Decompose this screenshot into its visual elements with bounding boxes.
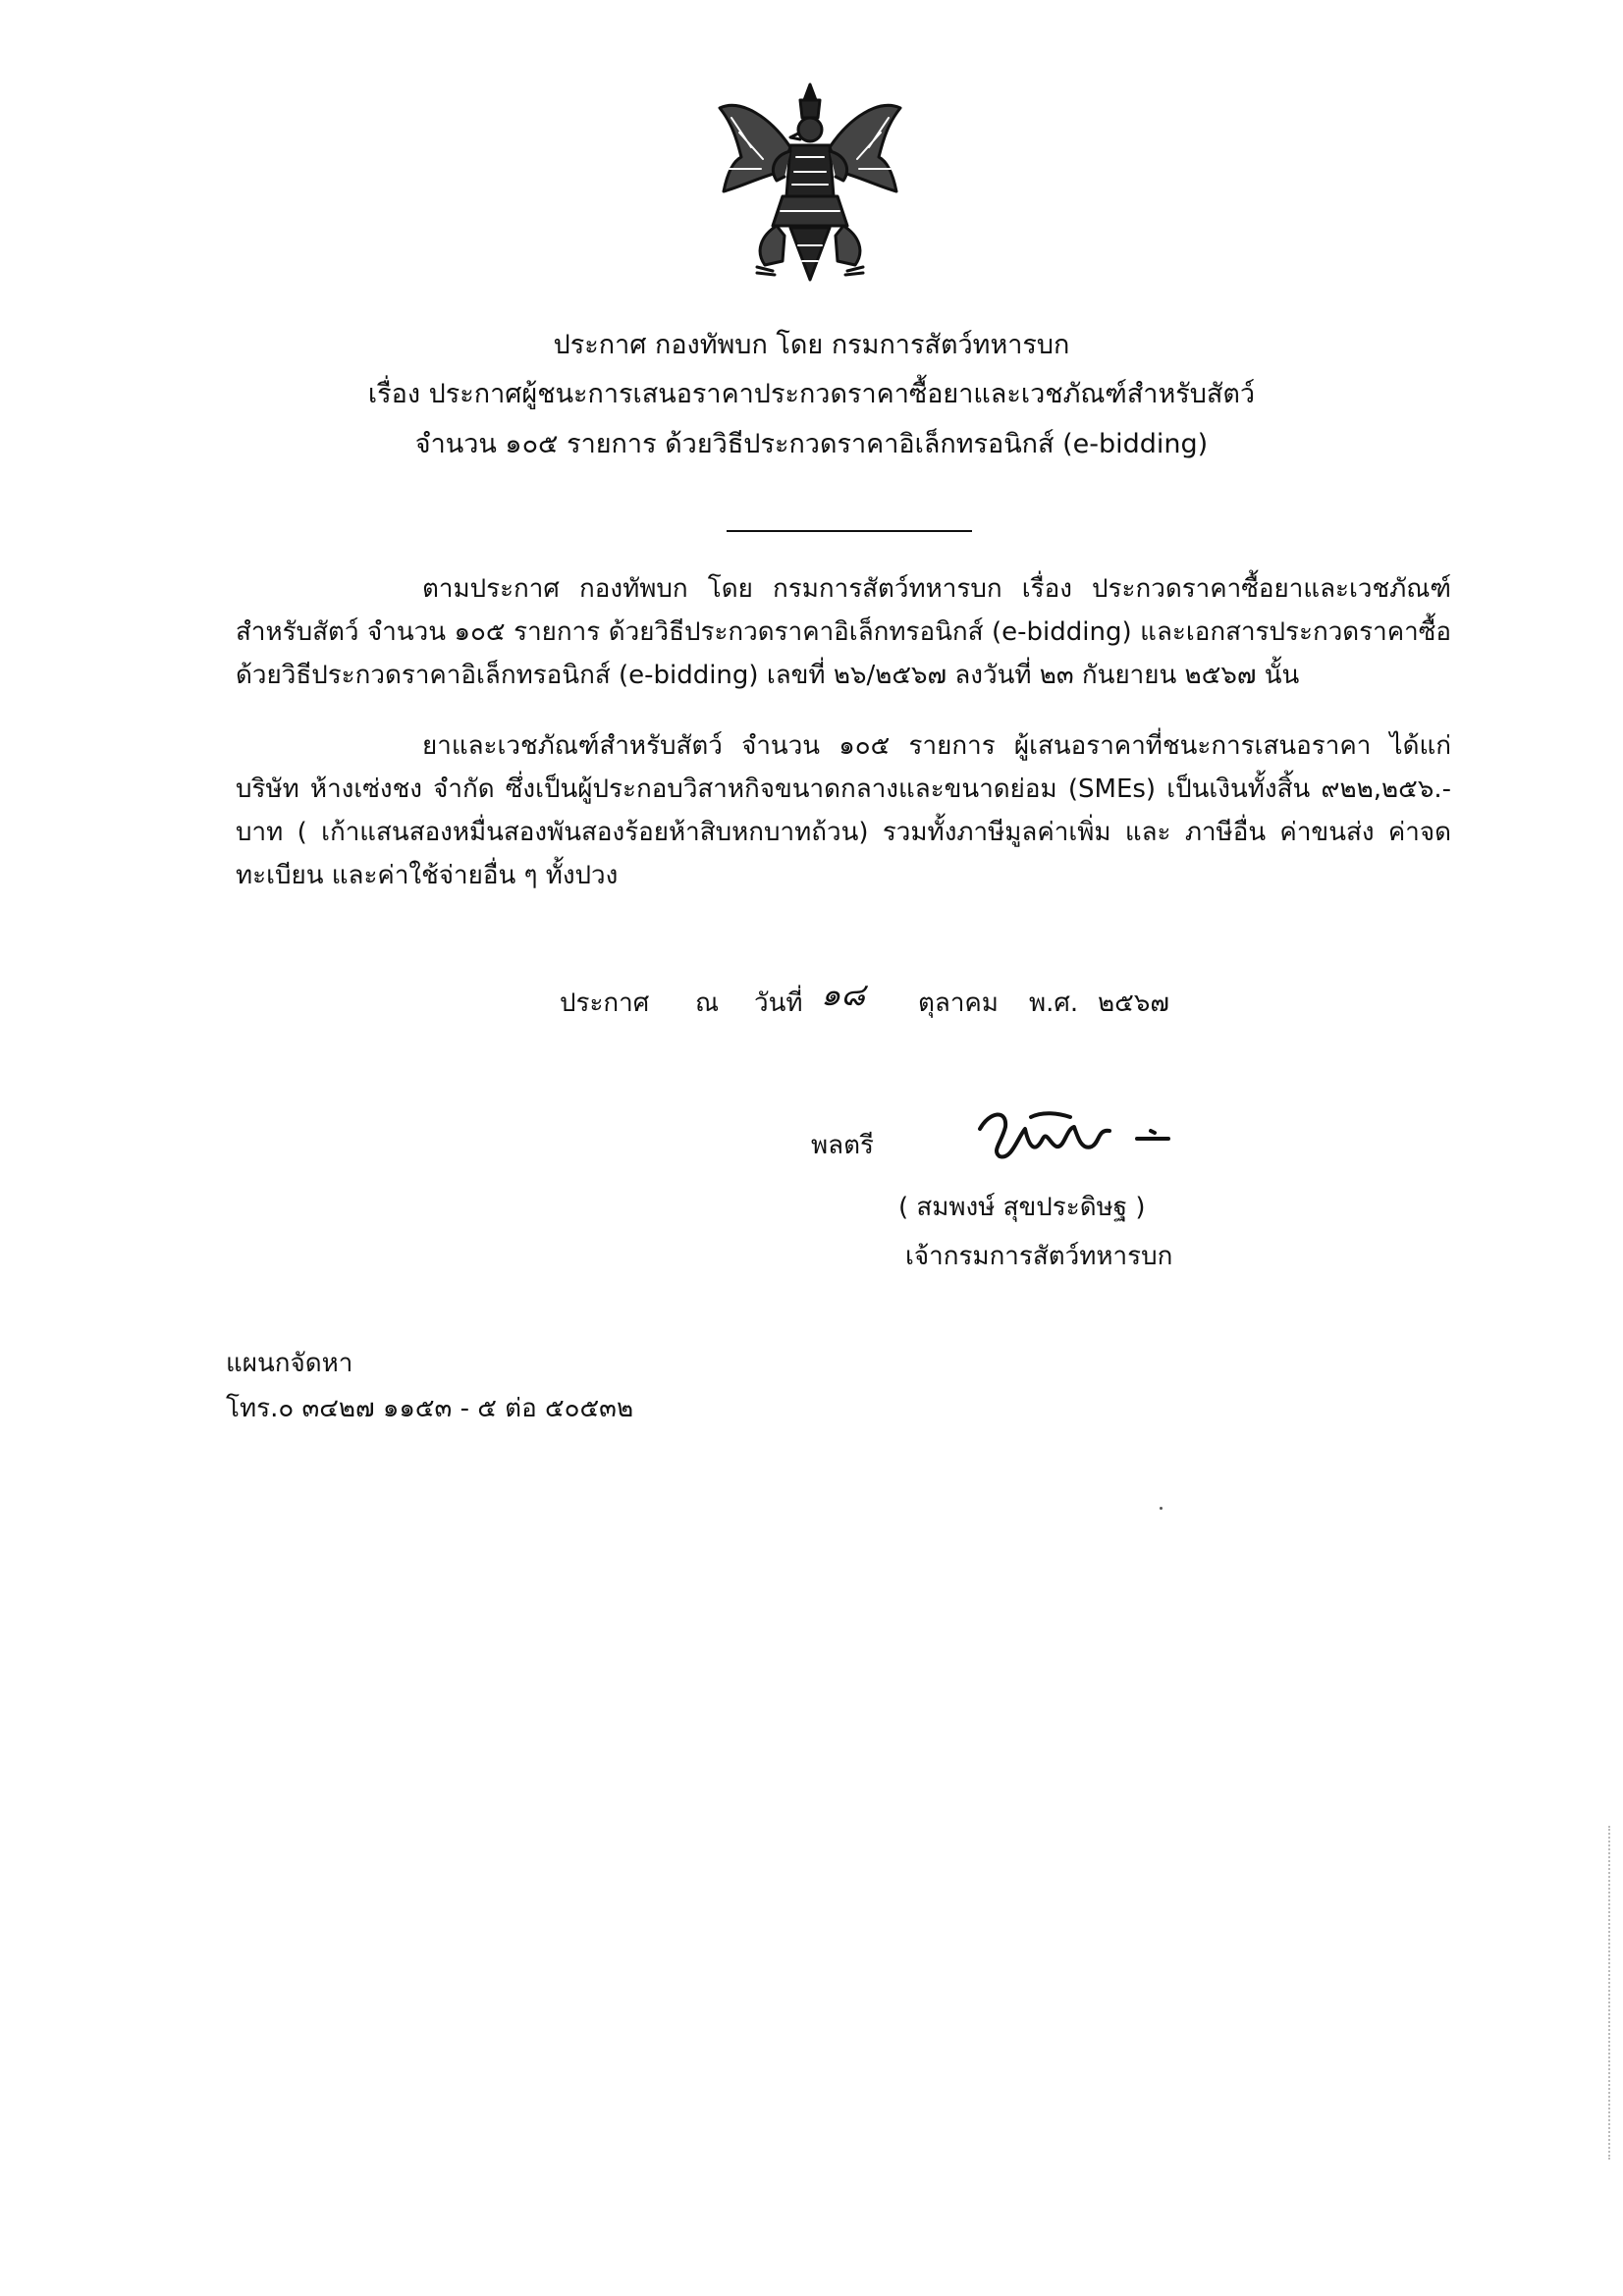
paragraph-1-text: ตามประกาศ กองทัพบก โดย กรมการสัตว์ทหารบก เรื่อง ประกวดราคาซื้อยาและเวชภัณฑ์สำหรับสัตว์ จำนวน ๑๐๕ รายการ ด้วยวิธีประกวดราคาอิเล็กทรอนิกส์ (e-bidding) และเอกสารประกวดราคาซื้อด้วยวิธีประกวดราคาอิเล็กทรอนิกส์ (e-bidding) เลขที่ ๒๖/๒๕๖๗ ลงวันที่ ๒๓ กันยายน ๒๕๖๗ นั้น xyxy=(236,574,1451,690)
body-paragraph-2 xyxy=(236,724,1451,897)
paragraph-2-text: ยาและเวชภัณฑ์สำหรับสัตว์ จำนวน ๑๐๕ รายการ ผู้เสนอราคาที่ชนะการเสนอราคา ได้แก่ บริษัท ห้างเซ่งชง จำกัด ซึ่งเป็นผู้ประกอบวิสาหกิจขนาดกลางและขนาดย่อม (SMEs) เป็นเงินทั้งสิ้น ๙๒๒,๒๕๖.- บาท ( เก้าแสนสองหมื่นสองพันสองร้อยห้าสิบหกบาทถ้วน) รวมทั้งภาษีมูลค่าเพิ่ม และ ภาษีอื่น ค่าขนส่ง ค่าจดทะเบียน และค่าใช้จ่ายอื่น ๆ ทั้งปวง xyxy=(236,731,1451,890)
office-name: แผนกจัดหา xyxy=(226,1349,353,1378)
announcement-title: ประกาศ กองทัพบก โดย กรมการสัตว์ทหารบก xyxy=(553,330,1070,360)
date-month: ตุลาคม xyxy=(918,988,999,1018)
scan-speck xyxy=(1160,1507,1163,1510)
date-era: พ.ศ. xyxy=(1029,988,1079,1018)
announcement-subject-cont: จำนวน ๑๐๕ รายการ ด้วยวิธีประกวดราคาอิเล็กทรอนิกส์ (e-bidding) xyxy=(414,429,1209,459)
signer-rank: พลตรี xyxy=(811,1131,874,1160)
date-prefix: ประกาศ xyxy=(560,988,650,1018)
office-phone: โทร.๐ ๓๔๒๗ ๑๑๕๓ - ๕ ต่อ ๕๐๕๓๒ xyxy=(226,1394,634,1423)
date-at: ณ xyxy=(695,988,720,1018)
garuda-emblem xyxy=(712,79,908,294)
heading-divider xyxy=(727,530,972,532)
signer-name: ( สมพงษ์ สุขประดิษฐ ) xyxy=(898,1193,1146,1222)
date-day-label: วันที่ xyxy=(754,988,803,1018)
scan-edge-mark xyxy=(1608,1826,1610,2160)
body-paragraph-1 xyxy=(236,567,1451,697)
date-day-handwritten: ๑๘ xyxy=(821,976,865,1013)
signer-position: เจ้ากรมการสัตว์ทหารบก xyxy=(905,1242,1173,1271)
announcement-subject: เรื่อง ประกาศผู้ชนะการเสนอราคาประกวดราคาซื้อยาและเวชภัณฑ์สำหรับสัตว์ xyxy=(367,379,1256,409)
date-year: ๒๕๖๗ xyxy=(1098,988,1169,1018)
handwritten-signature xyxy=(972,1099,1208,1188)
